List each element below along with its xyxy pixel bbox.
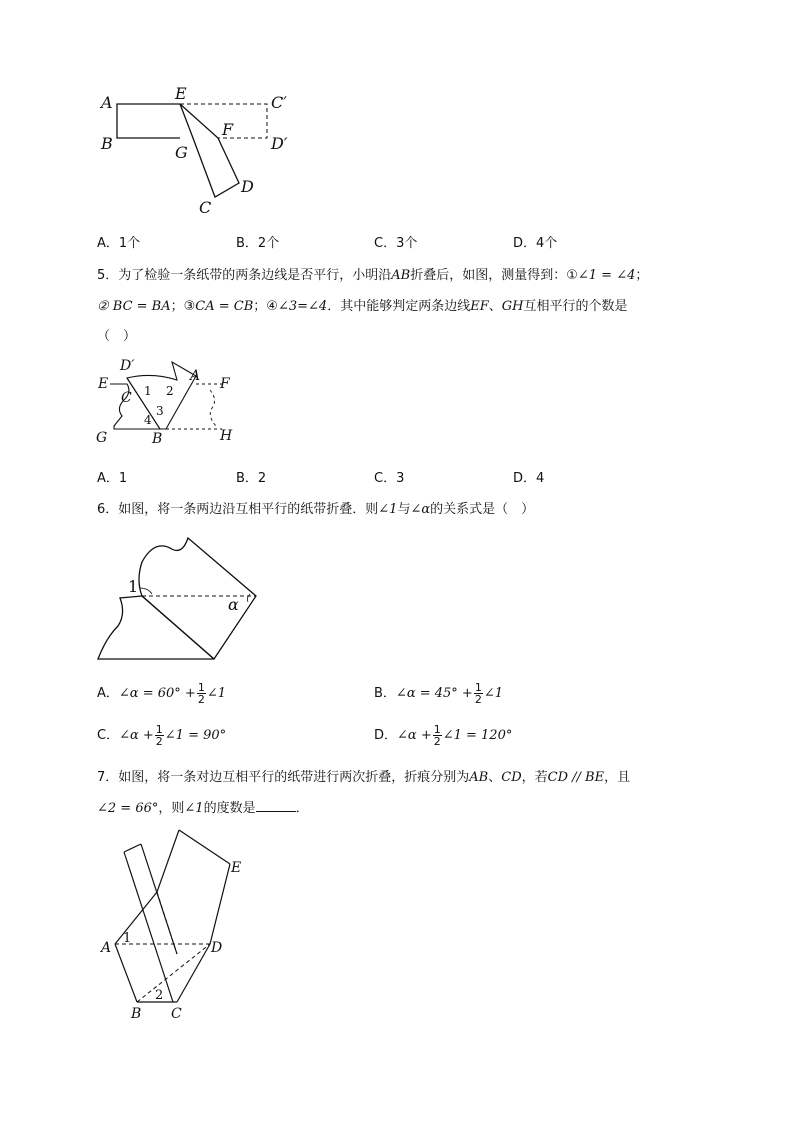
q4-option-a[interactable]: A．1个 [97,236,141,251]
q6-option-d[interactable]: D．∠α + $\frac{1}{2}$ ∠1 = 120° [374,723,513,748]
figure-q4 [95,82,305,222]
label-A: A [190,368,201,384]
figure-q5 [92,350,252,450]
q6-option-b[interactable]: B．∠α = 45° + $\frac{1}{2}$ ∠1 [374,681,503,706]
label-H: H [220,428,233,444]
q6-option-a[interactable]: A．∠α = 60° + $\frac{1}{2}$ ∠1 [97,681,226,706]
label-D-prime: D′ [120,358,135,374]
answer-blank[interactable] [256,799,296,812]
angle-2: 2 [155,988,164,1003]
label-E: E [98,376,109,392]
angle-2: 2 [166,384,174,398]
q7-stem-line1: 7．如图，将一条对边互相平行的纸带进行两次折叠，折痕分别为AB、CD，若CD // BE，且 [97,770,631,785]
label-D: D [241,177,254,196]
q5-option-d[interactable]: D．4 [513,471,545,486]
label-B: B [152,431,163,447]
q5-option-b[interactable]: B．2 [236,471,267,486]
label-F: F [220,376,230,392]
q4-option-c[interactable]: C．3个 [374,236,418,251]
label-G: G [175,143,188,162]
label-D: D [211,940,223,956]
angle-alpha: α [228,595,239,614]
q5-stem-line2: ② BC = BA；③CA = CB；④∠3=∠4．其中能够判定两条边线EF、GH互相平行的个数是 [97,299,628,314]
label-C-prime: C′ [271,93,287,112]
angle-3: 3 [156,404,164,418]
angle-1: 1 [128,577,139,596]
label-A: A [101,940,112,956]
label-E: E [175,84,187,103]
q6-stem: 6．如图，将一条两边沿互相平行的纸带折叠．则∠1与∠α的关系式是（ ） [97,502,535,517]
label-G: G [96,430,108,446]
label-F: F [222,120,234,139]
figure-q7 [95,828,255,1023]
q7-stem-line2: ∠2 = 66°，则∠1的度数是 ． [97,801,309,816]
figure-q6 [92,528,272,668]
label-E: E [231,860,242,876]
angle-1: 1 [144,384,152,398]
q5-stem-line1: 5．为了检验一条纸带的两条边线是否平行，小明沿AB折叠后，如图，测量得到：①∠1 = ∠4； [97,268,649,283]
angle-1: 1 [123,931,132,946]
label-C: C [171,1006,182,1022]
label-C: C [199,198,212,217]
q5-answer-paren: （ ） [97,329,137,344]
q5-option-c[interactable]: C．3 [374,471,405,486]
label-C: C [121,390,132,406]
q4-option-d[interactable]: D．4个 [513,236,558,251]
label-B: B [101,134,113,153]
label-B: B [131,1006,142,1022]
angle-4: 4 [144,413,152,427]
q4-option-b[interactable]: B．2个 [236,236,280,251]
q6-option-c[interactable]: C．∠α + $\frac{1}{2}$ ∠1 = 90° [97,723,227,748]
label-A: A [101,93,113,112]
label-D-prime: D′ [271,134,288,153]
q5-option-a[interactable]: A．1 [97,471,128,486]
